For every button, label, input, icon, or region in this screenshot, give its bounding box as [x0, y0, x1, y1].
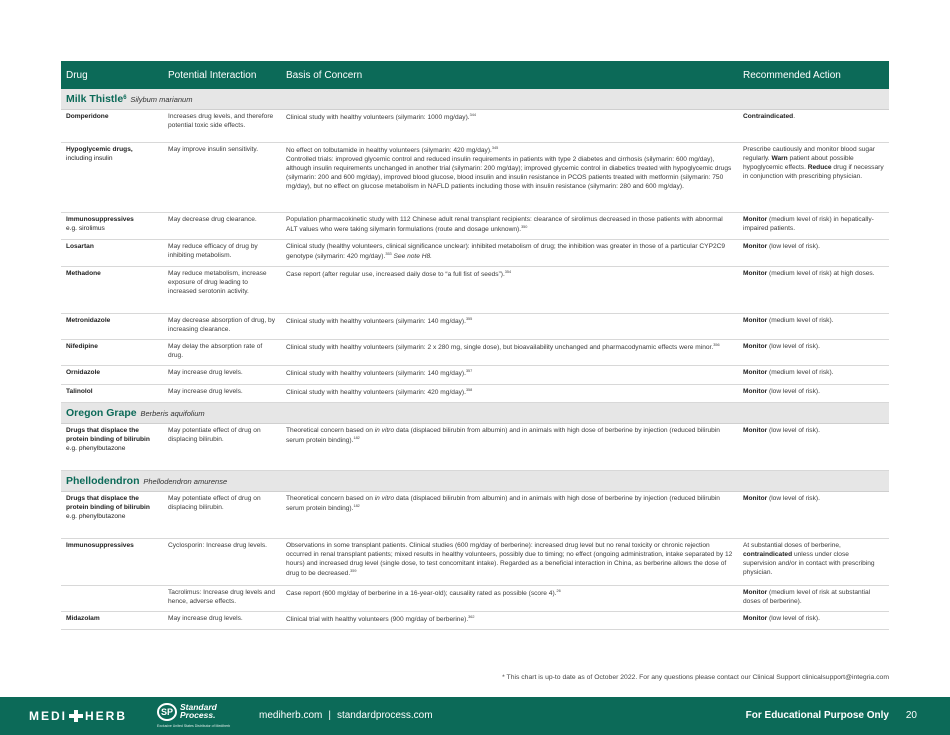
table-row — [61, 492, 889, 539]
interaction-cell: May reduce metabolism, increase exposure of drug leading to increased serotonin activity. — [163, 267, 281, 314]
action-cell: At substantial doses of berberine, contraindicated unless under close supervision and/or in contact with prescribing physician. — [738, 539, 889, 586]
section-latin-name: Phellodendron amurense — [143, 477, 228, 486]
drug-cell: Losartan — [61, 240, 163, 267]
interaction-cell: May decrease absorption of drug, by increasing clearance. — [163, 314, 281, 340]
interaction-cell: May increase drug levels. — [163, 612, 281, 630]
interaction-cell: May delay the absorption rate of drug. — [163, 340, 281, 366]
interactions-table — [61, 61, 889, 630]
drug-cell: Immunosuppressives e.g. sirolimus — [61, 213, 163, 240]
educational-notice: For Educational Purpose Only — [745, 710, 889, 721]
table-row — [61, 366, 889, 384]
section-header-milk-thistle — [61, 89, 889, 110]
standardprocess-link[interactable]: standardprocess.com — [336, 710, 433, 721]
basis-cell: Clinical study (healthy volunteers, clinical significance unclear): inhibited metabolism of drug; the inhibition was greater in those of a particular CYP2C9 genotype (silymarin: 420 mg/day).$^{353}$ See note H8. — [281, 240, 738, 267]
drug-cell: Immunosuppressives — [61, 539, 163, 586]
table-row — [61, 314, 889, 340]
footnote: * This chart is up-to date as of October 2022. For any questions please contact our Clinical Support clinicalsupport@integria.com — [502, 674, 889, 681]
table-row — [61, 384, 889, 402]
link-separator: | — [328, 710, 331, 721]
section-latin-name: Berberis aquifolium — [140, 408, 205, 418]
drug-cell: Ornidazole — [61, 366, 163, 384]
sp-mark-icon: SP — [157, 703, 177, 721]
interaction-cell: May improve insulin sensitivity. — [163, 143, 281, 213]
drug-cell: Nifedipine — [61, 340, 163, 366]
basis-cell: Clinical study with healthy volunteers (silymarin: 2 x 280 mg, single dose), but bioavailability unchanged and pharmacodynamic effects were minor.$^{356}$ — [281, 340, 738, 366]
mediherb-logo: MEDI HERB — [29, 709, 128, 723]
column-header-interaction: Potential Interaction — [163, 61, 281, 89]
basis-cell: Population pharmacokinetic study with 112 Chinese adult renal transplant recipients: clearance of sirolimus decreased in those patients with abnormal ALT values who were taking silymarin formulations (route and dosage unknown).$^{350}$ — [281, 213, 738, 240]
action-cell: Monitor (low level of risk). — [738, 492, 889, 539]
basis-cell: Theoretical concern based on in vitro data (displaced bilirubin from albumin) and in animals with high dose of berberine by injection (reduced bilirubin serum protein binding).$^{182}$ — [281, 492, 738, 539]
mediherb-link[interactable]: mediherb.com — [259, 710, 323, 721]
table-row — [61, 267, 889, 314]
section-name: Oregon Grape — [66, 406, 137, 419]
action-cell: Contraindicated. — [738, 110, 889, 143]
drug-cell: Methadone — [61, 267, 163, 314]
footer-links — [259, 710, 433, 721]
section-latin-name: Silybum marianum — [130, 95, 193, 104]
column-header-basis: Basis of Concern — [281, 61, 738, 89]
section-header-oregon-grape — [61, 402, 889, 423]
interactions-table-wrapper — [61, 61, 889, 630]
page-footer — [0, 697, 950, 735]
action-cell: Monitor (low level of risk). — [738, 612, 889, 630]
basis-cell: Clinical study with healthy volunteers (silymarin: 140 mg/day).$^{355}$ — [281, 314, 738, 340]
interaction-cell: May increase drug levels. — [163, 384, 281, 402]
drug-cell: Drugs that displace the protein binding of bilirubin e.g. phenylbutazone — [61, 492, 163, 539]
column-header-drug: Drug — [61, 61, 163, 89]
table-row — [61, 424, 889, 471]
table-row — [61, 213, 889, 240]
interaction-cell: May potentiate effect of drug on displacing bilirubin. — [163, 424, 281, 471]
table-row — [61, 586, 889, 612]
action-cell: Monitor (low level of risk). — [738, 424, 889, 471]
table-row — [61, 110, 889, 143]
cross-icon — [69, 710, 83, 722]
page-number: 20 — [905, 710, 917, 721]
action-cell: Monitor (low level of risk). — [738, 340, 889, 366]
interaction-cell: May decrease drug clearance. — [163, 213, 281, 240]
table-row — [61, 340, 889, 366]
section-ref: 6 — [123, 94, 127, 101]
table-header-row — [61, 61, 889, 89]
action-cell: Monitor (medium level of risk). — [738, 314, 889, 340]
drug-cell — [61, 586, 163, 612]
basis-cell: Theoretical concern based on in vitro data (displaced bilirubin from albumin) and in animals with high dose of berberine by injection (reduced bilirubin serum protein binding).$^{182}$ — [281, 424, 738, 471]
distributor-tagline: Exclusive United States Distributor of Mediherb — [157, 724, 231, 728]
action-cell: Monitor (medium level of risk) at high doses. — [738, 267, 889, 314]
basis-cell: Case report (after regular use, increased daily dose to “a full fist of seeds”).$^{354}$ — [281, 267, 738, 314]
section-name: Phellodendron — [66, 475, 140, 487]
action-cell: Monitor (medium level of risk). — [738, 366, 889, 384]
drug-cell: Midazolam — [61, 612, 163, 630]
interaction-cell: Cyclosporin: Increase drug levels. — [163, 539, 281, 586]
standard-process-logo: SP Standard Process. — [157, 703, 217, 721]
action-cell: Prescribe cautiously and monitor blood sugar regularly. Warn patient about possible hypoglycemic effects. Reduce drug if necessary in conjunction with prescribing physician. — [738, 143, 889, 213]
action-cell: Monitor (medium level of risk at substantial doses of berberine). — [738, 586, 889, 612]
drug-cell: Metronidazole — [61, 314, 163, 340]
interaction-cell: May increase drug levels. — [163, 366, 281, 384]
section-header-phellodendron — [61, 471, 889, 492]
table-row — [61, 612, 889, 630]
action-cell: Monitor (medium level of risk) in hepatically-impaired patients. — [738, 213, 889, 240]
interaction-cell: Tacrolimus: Increase drug levels and hence, adverse effects. — [163, 586, 281, 612]
table-row — [61, 539, 889, 586]
basis-cell: No effect on tolbutamide in healthy volunteers (silymarin: 420 mg/day).$^{345}$ Controlled trials: improved glycemic control and reduced insulin requirements in patients with type 2 diabetes and cirrhosis (silymarin: 600 mg/day), although insulin requirements unchanged in another trial (silymarin: 200 mg/day); improved glycemic control in diabetics treated with hypoglycemic drugs (silymarin: 200 and 600 mg/day), improved blood glucose, blood insulin and insulin resistance in PCOS patients treated with metformin (silymarin: 750 mg/day), but no effect on glucose metabolism in NAFLD patients including those with insulin resistance (silymarin: 280 and 600 mg/day). — [281, 143, 738, 213]
basis-cell: Clinical study with healthy volunteers (silymarin: 420 mg/day).$^{358}$ — [281, 384, 738, 402]
basis-cell: Clinical trial with healthy volunteers (900 mg/day of berberine).$^{362}$ — [281, 612, 738, 630]
table-row — [61, 143, 889, 213]
drug-cell: Domperidone — [61, 110, 163, 143]
basis-cell: Clinical study with healthy volunteers (silymarin: 140 mg/day).$^{357}$ — [281, 366, 738, 384]
drug-cell: Drugs that displace the protein binding of bilirubin e.g. phenylbutazone — [61, 424, 163, 471]
interaction-cell: May reduce efficacy of drug by inhibiting metabolism. — [163, 240, 281, 267]
drug-cell: Hypoglycemic drugs, including insulin — [61, 143, 163, 213]
column-header-action: Recommended Action — [738, 61, 889, 89]
drug-cell: Talinolol — [61, 384, 163, 402]
basis-cell: Clinical study with healthy volunteers (silymarin: 1000 mg/day).$^{344}$ — [281, 110, 738, 143]
action-cell: Monitor (low level of risk). — [738, 240, 889, 267]
table-row — [61, 240, 889, 267]
action-cell: Monitor (low level of risk). — [738, 384, 889, 402]
interaction-cell: May potentiate effect of drug on displacing bilirubin. — [163, 492, 281, 539]
section-name: Milk Thistle — [66, 93, 124, 105]
basis-cell: Case report (600 mg/day of berberine in a 16-year-old); causality rated as possible (score 4).$^{26}$ — [281, 586, 738, 612]
interaction-cell: Increases drug levels, and therefore potential toxic side effects. — [163, 110, 281, 143]
basis-cell: Observations in some transplant patients. Clinical studies (600 mg/day of berberine): increased drug level but no renal toxicity or chronic rejection occurred in renal transplant patients; mixed results in healthy volunteers, possibly due to timing; no effect (ongoing administration, intake separated by 12 hours) and increased drug level (single dose, to test concomitant intake). Regarded as a beneficial interaction in China, as berberine allows the dose of drug to be decreased.$^{359}$ — [281, 539, 738, 586]
